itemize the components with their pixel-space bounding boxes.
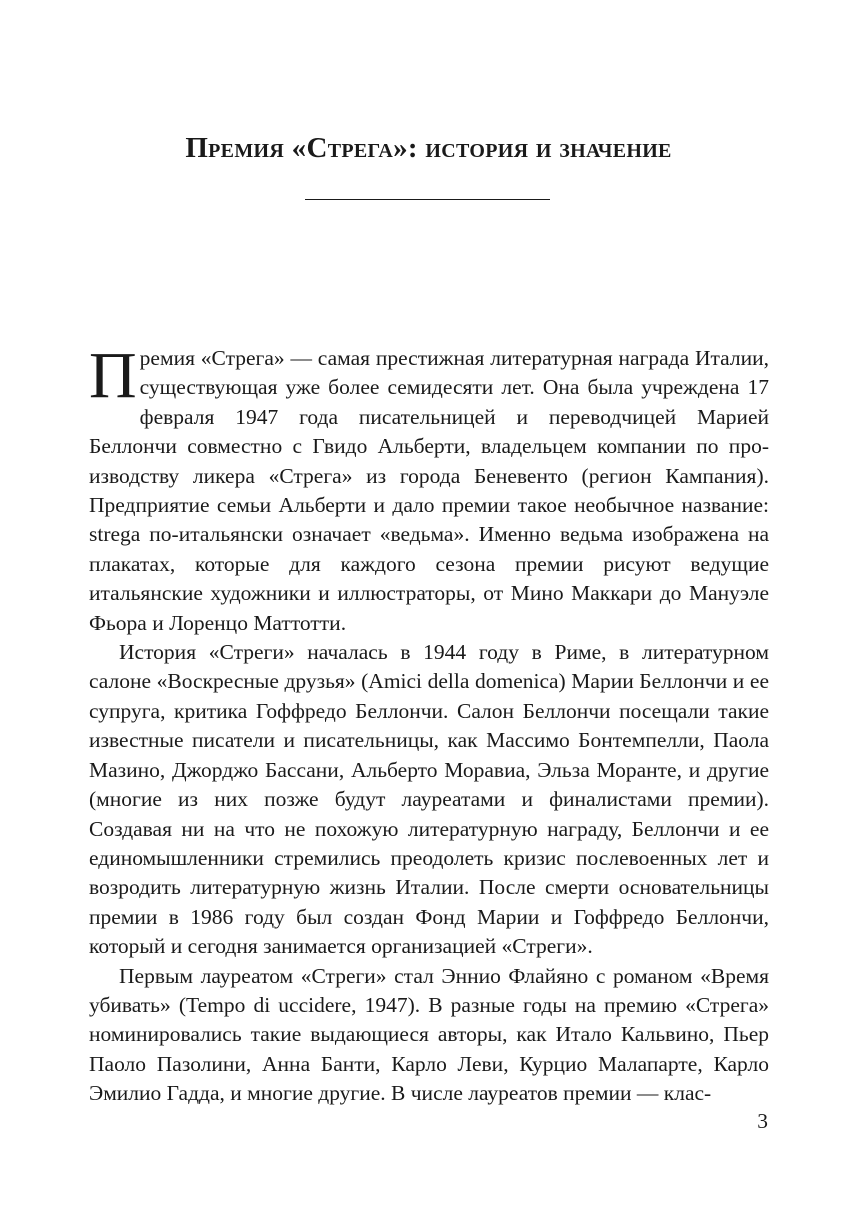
paragraph-1 bbox=[89, 339, 769, 638]
paragraph-1-text: ремия «Стрега» — самая престижная литературная награда Италии, существующая уже более семидесяти лет. Она была учреждена 17 февраля 1947 года писательницей и переводчицей Марией Беллончи совместно с Гвидо Альберти, владельцем компании по производству ликера «Стрега» из города Беневенто (регион Кампания). Предприятие семьи Альберти и дало премии такое необычное название: strega по-итальянски означает «ведьма». Именно ведьма изображена на плакатах, которые для каждого сезона премии рисуют ведущие итальянские художники и иллюстраторы, от Мино Маккари до Мануэле Фьора и Лоренцо Маттотти. bbox=[89, 346, 769, 635]
chapter-title: Премия «Стрега»: история и значение bbox=[185, 132, 672, 164]
paragraph-3: Первым лауреатом «Стреги» стал Эннио Флайяно с романом «Время убивать» (Tempo di uccidere, 1947). В разные годы на премию «Стрега» номинировались такие выдающиеся авторы, как Итало Кальвино, Пьер Паоло Пазолини, Анна Банти, Карло Леви, Курцио Малапарте, Карло Эмилио Гадда, и многие другие. В числе лауреатов премии — клас- bbox=[89, 963, 769, 1106]
page-number: 3 bbox=[757, 1109, 768, 1133]
paragraph-2: История «Стреги» началась в 1944 году в Риме, в литературном салоне «Воскресные друзья» (Amici della domenica) Марии Беллончи и ее супруга, критика Гоффредо Беллончи. Салон Беллончи посещали такие известные писатели и писательницы, как Массимо Бонтемпелли, Паола Мазино, Джорджо Бассани, Альберто Моравиа, Эльза Моранте, и другие (многие из них позже будут лауреатами и финалистами премии). Создавая ни на что не похожую литературную награду, Беллончи и ее единомышленники стремились преодолеть кризис послевоенных лет и возродить литературную жизнь Италии. После смерти основательницы премии в 1986 году был создан Фонд Марии и Гоффредо Беллончи, который и сегодня занимается организацией «Стреги». bbox=[89, 640, 769, 959]
body-text bbox=[89, 339, 769, 1109]
title-divider bbox=[305, 199, 550, 200]
drop-cap: П bbox=[89, 339, 137, 412]
